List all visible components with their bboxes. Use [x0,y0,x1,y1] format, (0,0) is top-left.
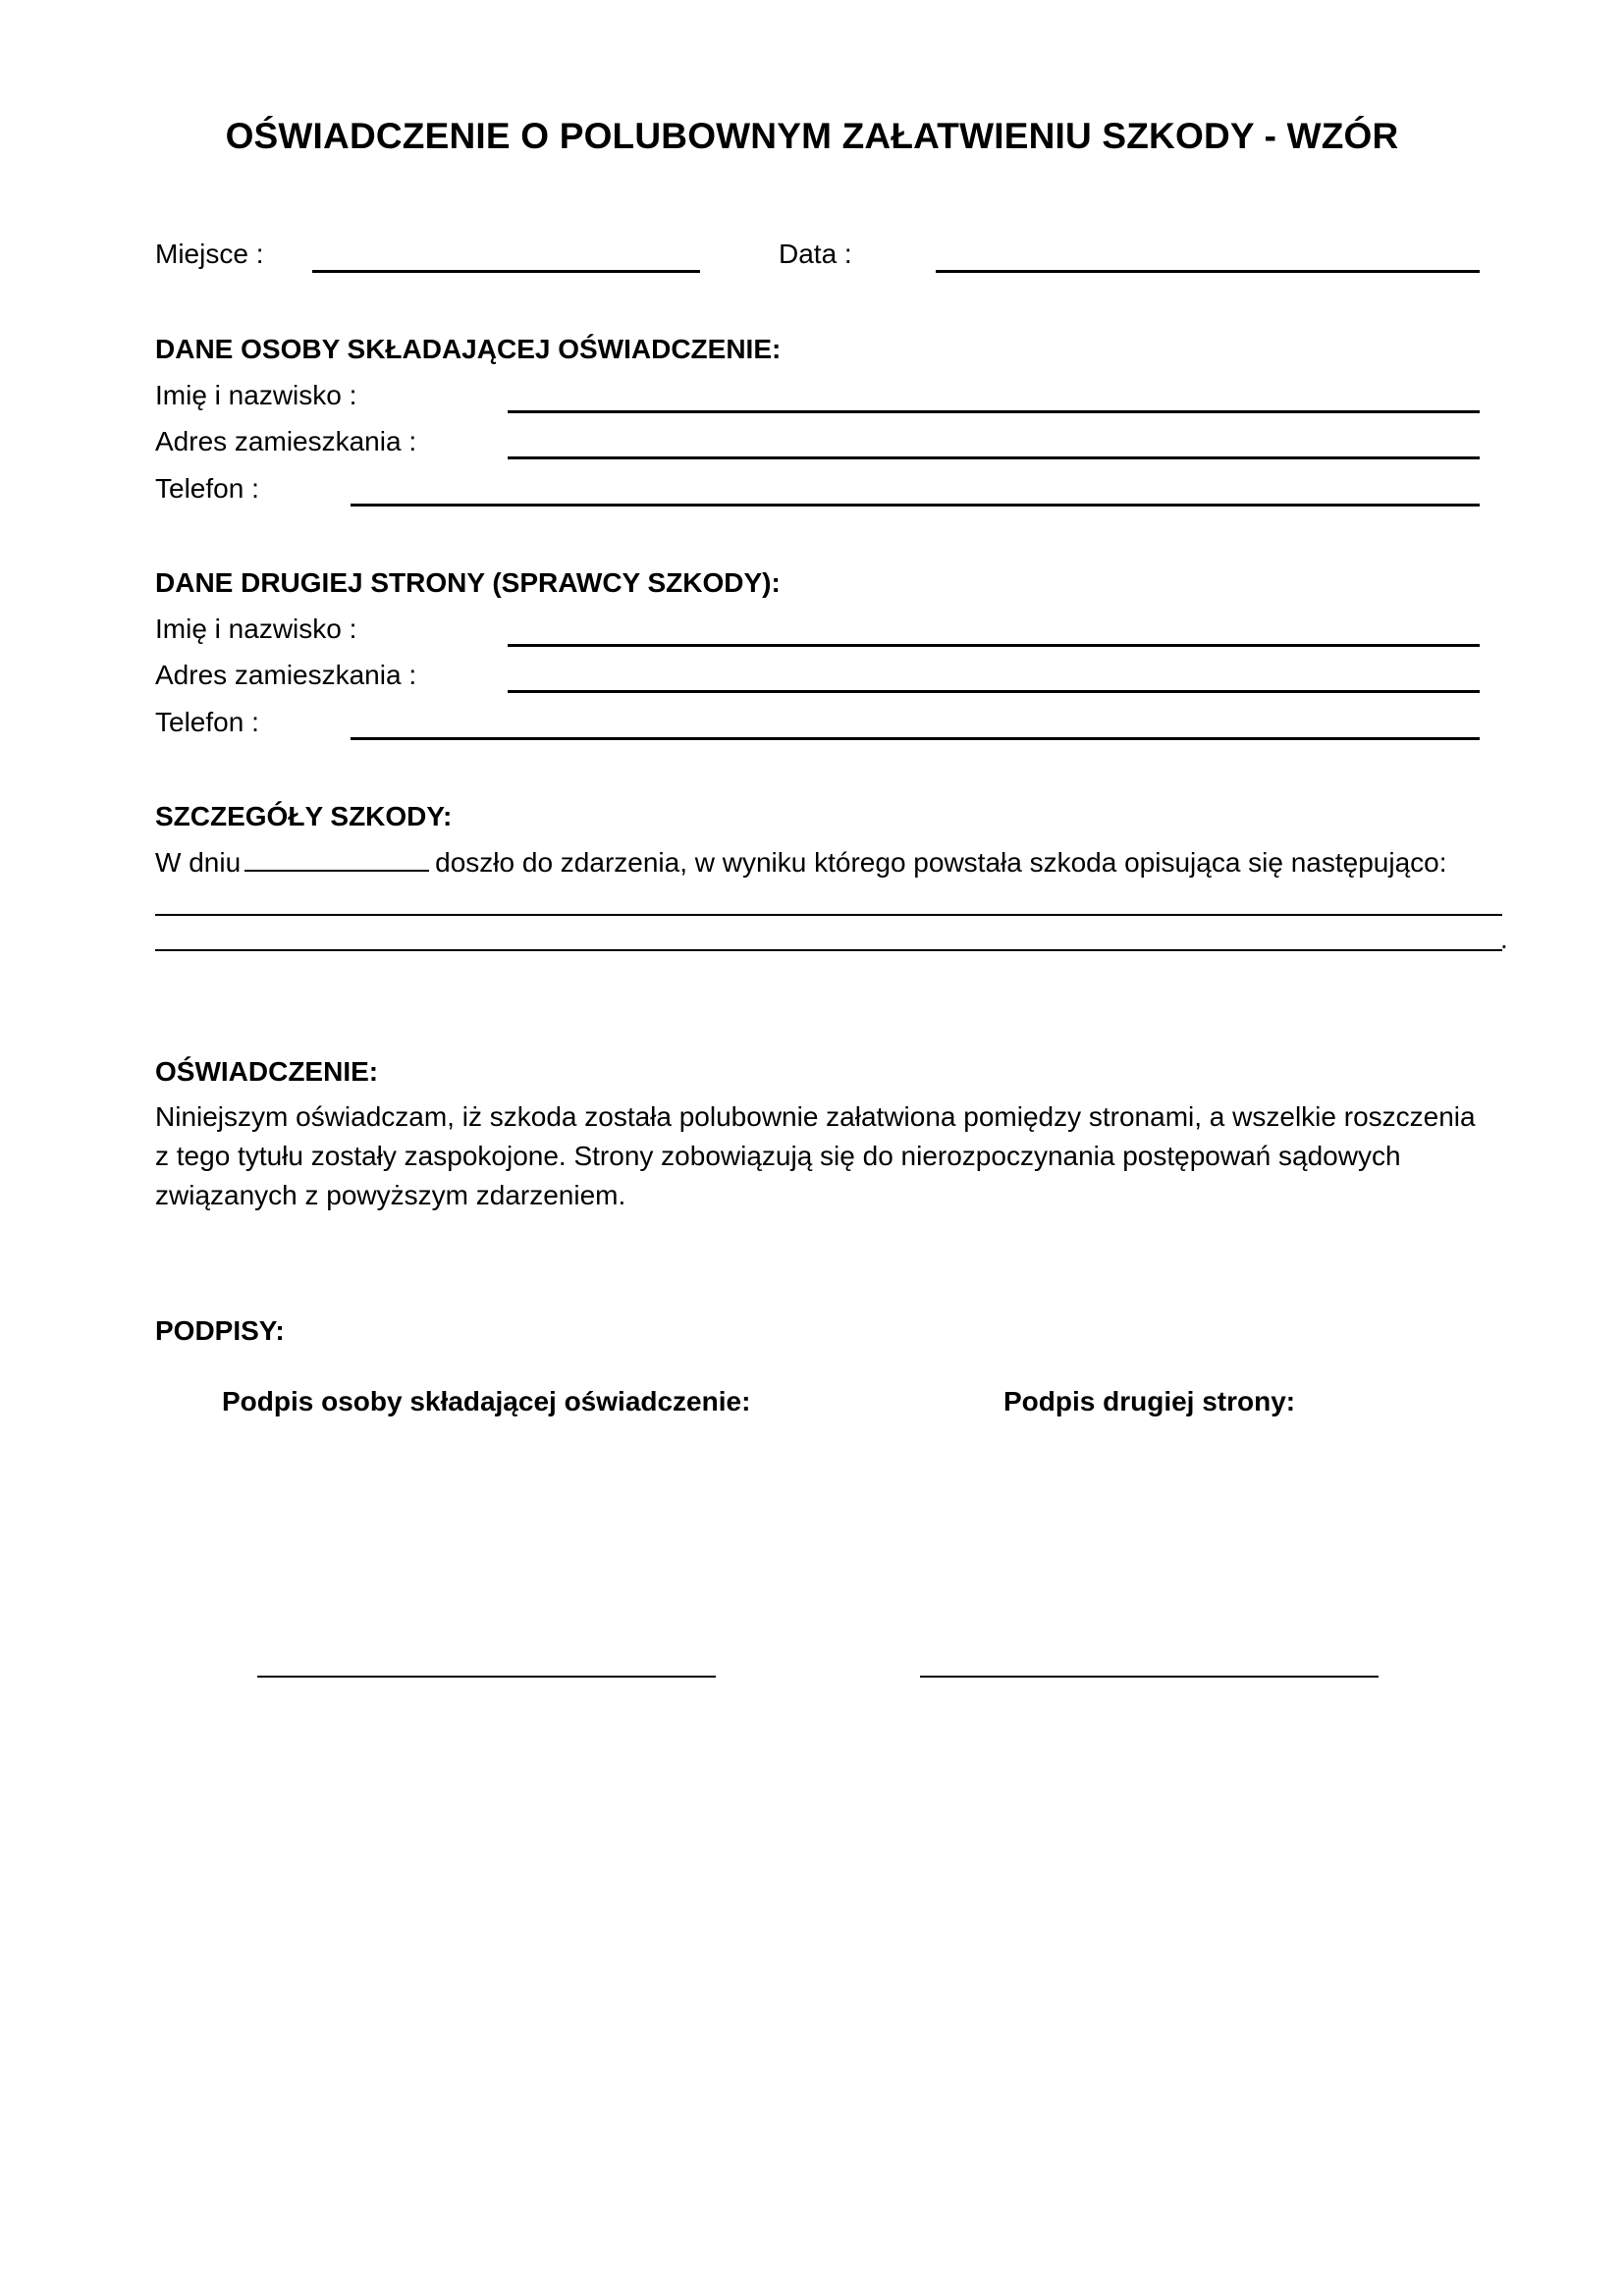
other-party-signature-label: Podpis drugiej strony: [1003,1386,1296,1416]
declarant-name-field-line[interactable] [508,410,1480,413]
damage-date-field-line[interactable] [244,846,429,872]
place-label: Miejsce : [155,239,264,269]
damage-details-heading: SZCZEGÓŁY SZKODY: [155,801,453,831]
declarant-signature-line[interactable] [257,1676,716,1678]
damage-date-sentence [155,846,1447,880]
date-field-line[interactable] [936,270,1480,273]
damage-sentence-start: W dniu [155,847,242,878]
other-party-address-label: Adres zamieszkania : [155,660,417,690]
statement-text: Niniejszym oświadczam, iż szkoda została polubownie załatwiona pomiędzy stronami, a wszelkie roszczenia z tego tytułu zostały zaspokojone. Strony zobowiązują się do nierozpoczynania postępowań sądowych związanych z powyższym zdarzeniem. [155,1101,1476,1210]
declarant-heading: DANE OSOBY SKŁADAJĄCEJ OŚWIADCZENIE: [155,334,782,364]
damage-sentence-end: doszło do zdarzenia, w wyniku którego powstała szkoda opisująca się następująco: [435,847,1447,878]
declarant-address-label: Adres zamieszkania : [155,426,417,456]
declarant-signature-label: Podpis osoby składającej oświadczenie: [222,1386,751,1416]
other-party-name-field-line[interactable] [508,644,1480,647]
declarant-phone-label: Telefon : [155,473,259,504]
other-party-heading: DANE DRUGIEJ STRONY (SPRAWCY SZKODY): [155,567,781,598]
declarant-name-label: Imię i nazwisko : [155,380,357,410]
other-party-address-field-line[interactable] [508,690,1480,693]
damage-description-line-1[interactable] [155,914,1502,916]
other-party-phone-label: Telefon : [155,707,259,737]
statement-heading: OŚWIADCZENIE: [155,1056,379,1087]
declarant-phone-field-line[interactable] [351,504,1480,507]
declarant-address-field-line[interactable] [508,456,1480,459]
other-party-name-label: Imię i nazwisko : [155,614,357,644]
damage-description-line-2[interactable] [155,949,1502,951]
damage-description-end-mark: . [1500,924,1508,954]
signatures-heading: PODPISY: [155,1315,285,1346]
date-label: Data : [779,239,852,269]
place-field-line[interactable] [312,270,700,273]
other-party-phone-field-line[interactable] [351,737,1480,740]
document-title: OŚWIADCZENIE O POLUBOWNYM ZAŁATWIENIU SZKODY - WZÓR [225,116,1399,156]
other-party-signature-line[interactable] [920,1676,1379,1678]
